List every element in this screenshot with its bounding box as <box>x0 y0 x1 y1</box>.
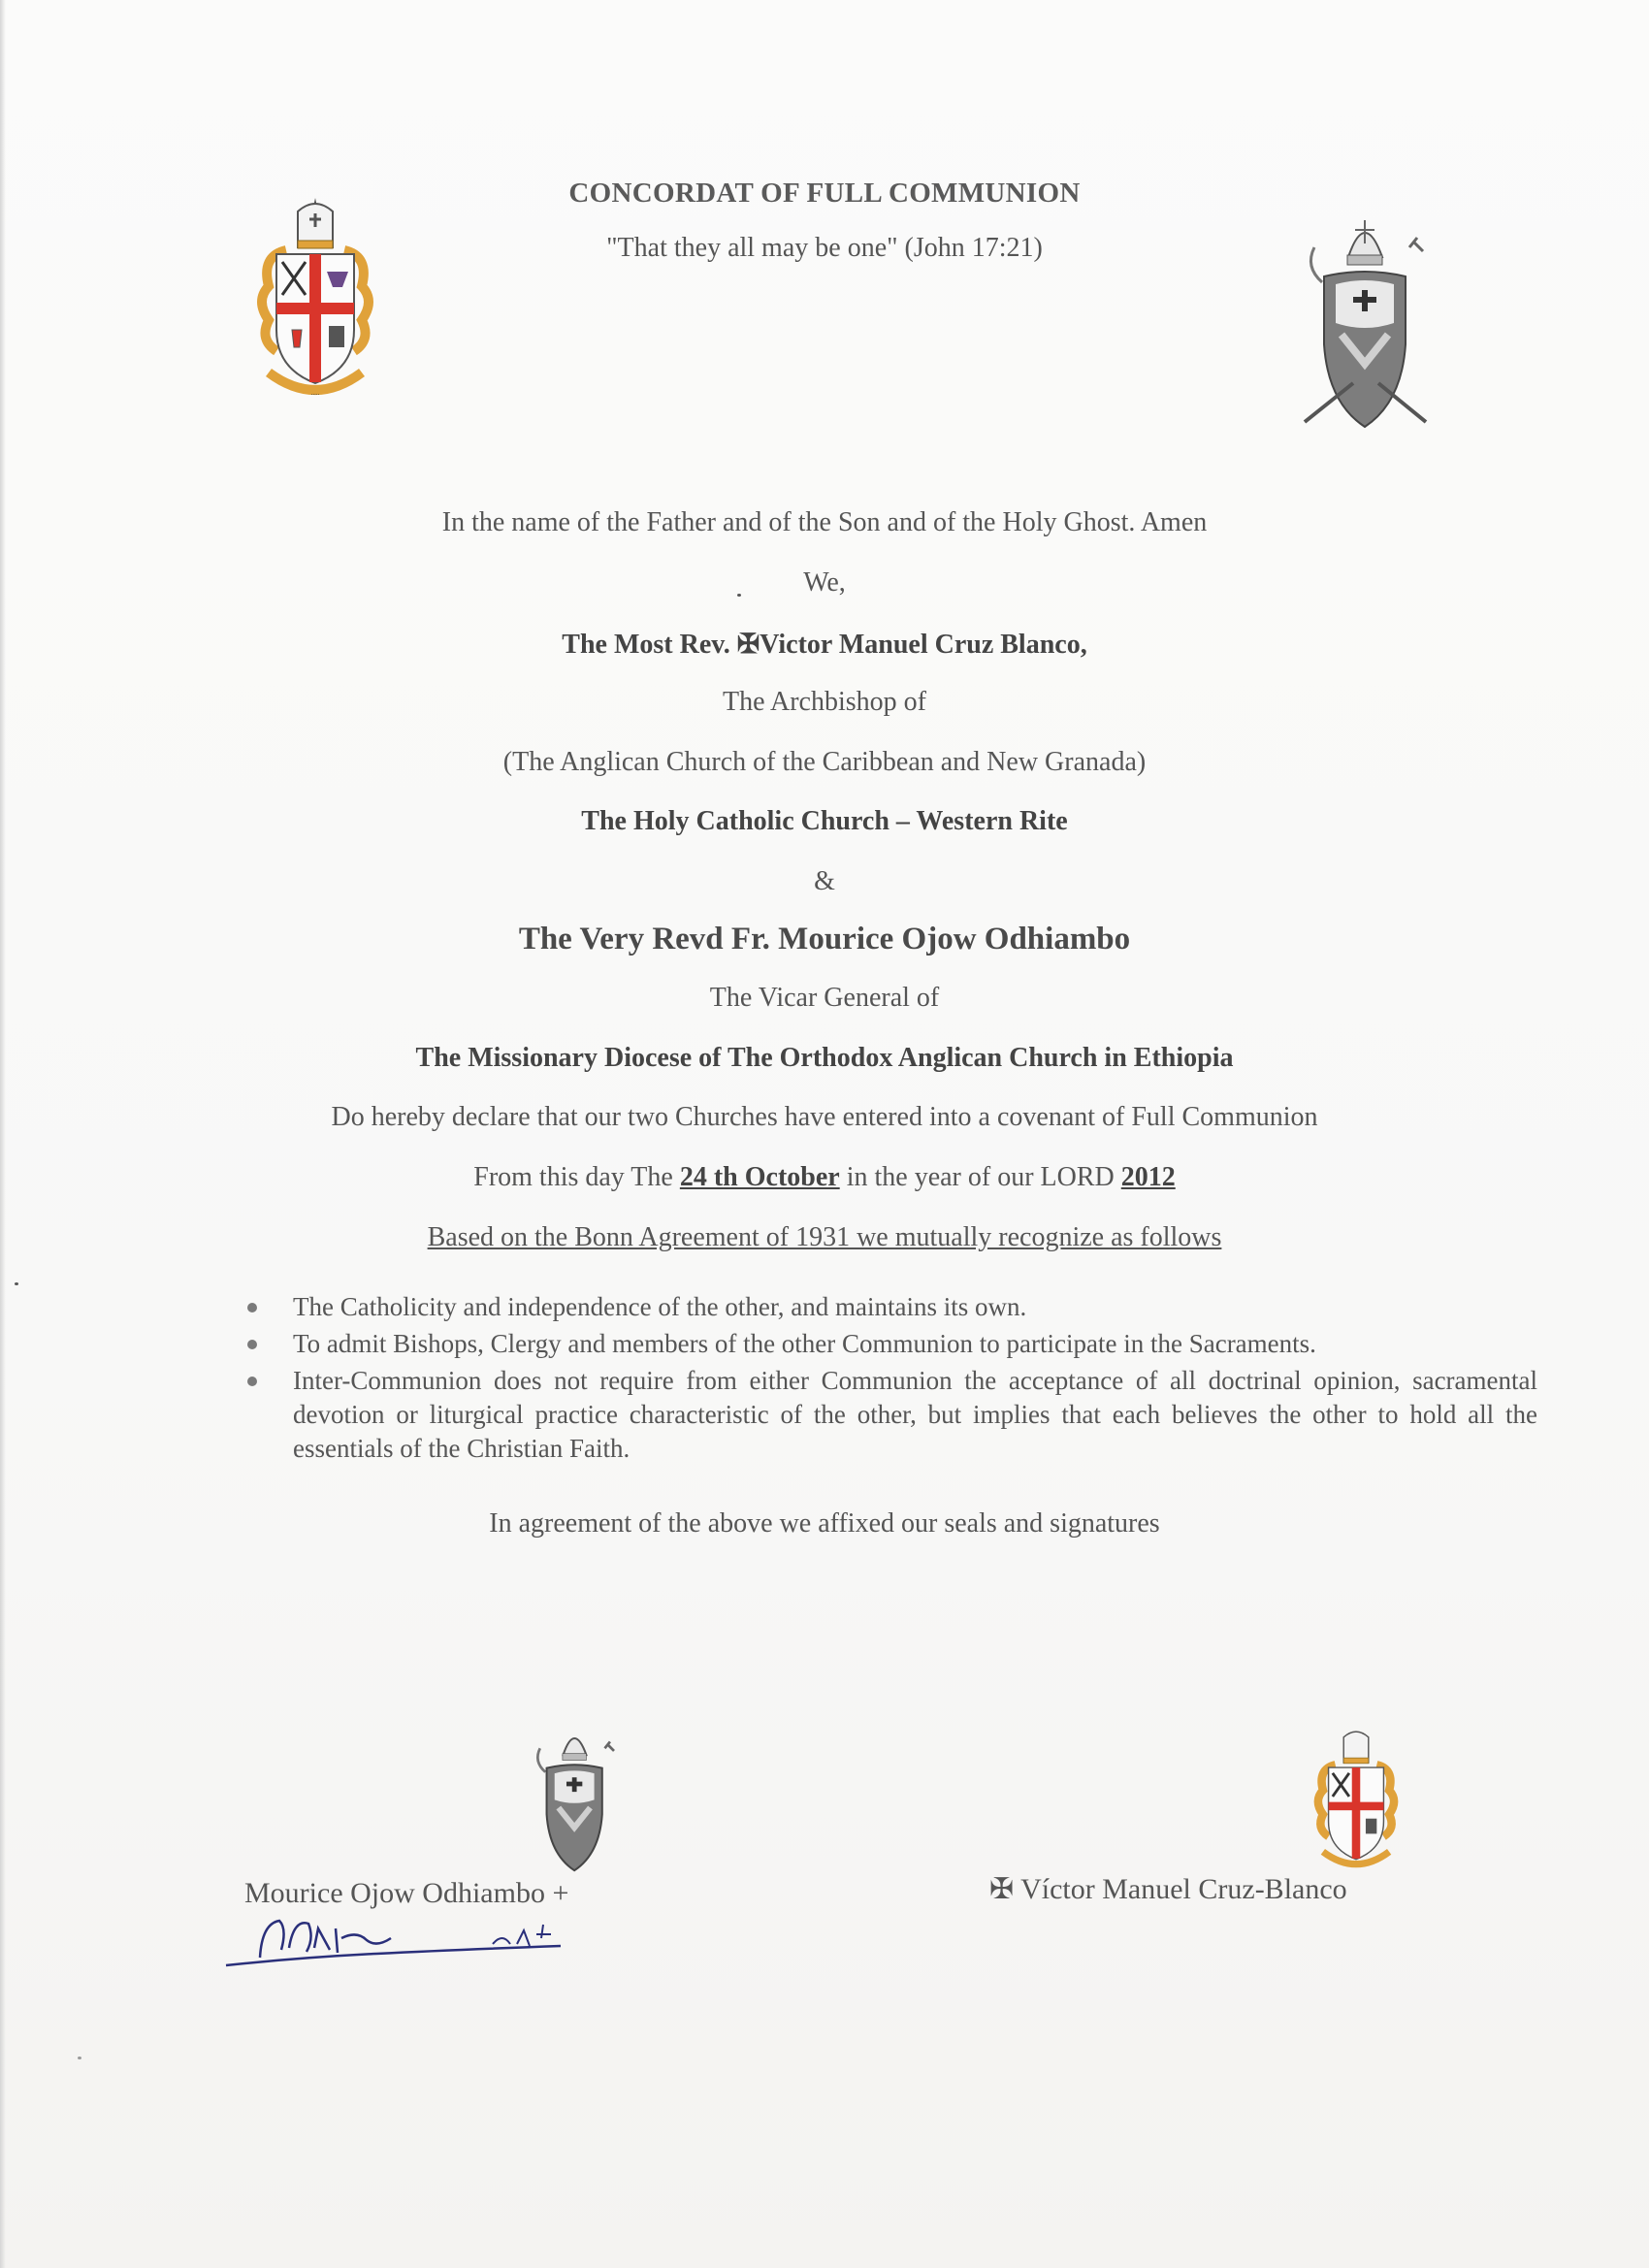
date-middle: in the year of our LORD <box>839 1162 1121 1192</box>
crest-ethiopia-icon <box>524 1722 626 1877</box>
party2-role: The Vicar General of <box>709 983 940 1013</box>
party1-role: The Archbishop of <box>723 687 926 717</box>
page-edge <box>0 0 6 2268</box>
document-title: CONCORDAT OF FULL COMMUNION <box>568 178 1081 209</box>
party2-name: The Very Revd Fr. Mourice Ojow Odhiambo <box>518 922 1131 956</box>
crest-caribbean-icon <box>247 194 383 412</box>
bullet-list <box>247 1290 1537 1469</box>
basis-line: Based on the Bonn Agreement of 1931 we mutually recognize as follows <box>427 1222 1222 1252</box>
date-line <box>0 1162 1649 1193</box>
party2-church: The Missionary Diocese of The Orthodox Anglican Church in Ethiopia <box>415 1043 1234 1073</box>
paper-speck <box>737 594 741 597</box>
svg-text:.....: ..... <box>310 389 320 397</box>
paper-speck <box>78 2057 81 2059</box>
ampersand: & <box>814 866 835 896</box>
list-item: To admit Bishops, Clergy and members of the other Communion to participate in the Sacraments. <box>247 1327 1537 1361</box>
party1-church: The Holy Catholic Church – Western Rite <box>581 806 1068 836</box>
date-year: 2012 <box>1120 1162 1176 1192</box>
declaration: Do hereby declare that our two Churches have entered into a covenant of Full Communion <box>331 1102 1318 1132</box>
signatory-left-name: Mourice Ojow Odhiambo + <box>244 1877 569 1909</box>
document-subtitle: "That they all may be one" (John 17:21) <box>606 233 1043 263</box>
date-day: 24 th October <box>679 1162 840 1192</box>
list-item: The Catholicity and independence of the other, and maintains its own. <box>247 1290 1537 1324</box>
paper-speck <box>15 1282 18 1285</box>
signatory-right-name: ✠ Víctor Manuel Cruz-Blanco <box>989 1873 1347 1905</box>
agreement-line: In agreement of the above we affixed our seals and signatures <box>489 1508 1160 1539</box>
list-item: Inter-Communion does not require from either Communion the acceptance of all doctrinal opinion, sacramental devotion or liturgical practice characteristic of the other, but implies that each believes the other to hold all the essentials of the Christian Faith. <box>247 1364 1537 1466</box>
invocation: In the name of the Father and of the Son and of the Holy Ghost. Amen <box>441 507 1208 537</box>
we-line: We, <box>803 567 846 598</box>
date-prefix: From this day The <box>473 1162 680 1192</box>
handwritten-signature <box>221 1909 580 1977</box>
party1-name: The Most Rev. ✠Victor Manuel Cruz Blanco, <box>562 630 1087 660</box>
crest-caribbean-icon <box>1308 1725 1405 1880</box>
party1-church-parenthetical: (The Anglican Church of the Caribbean and New Granada) <box>502 747 1147 777</box>
